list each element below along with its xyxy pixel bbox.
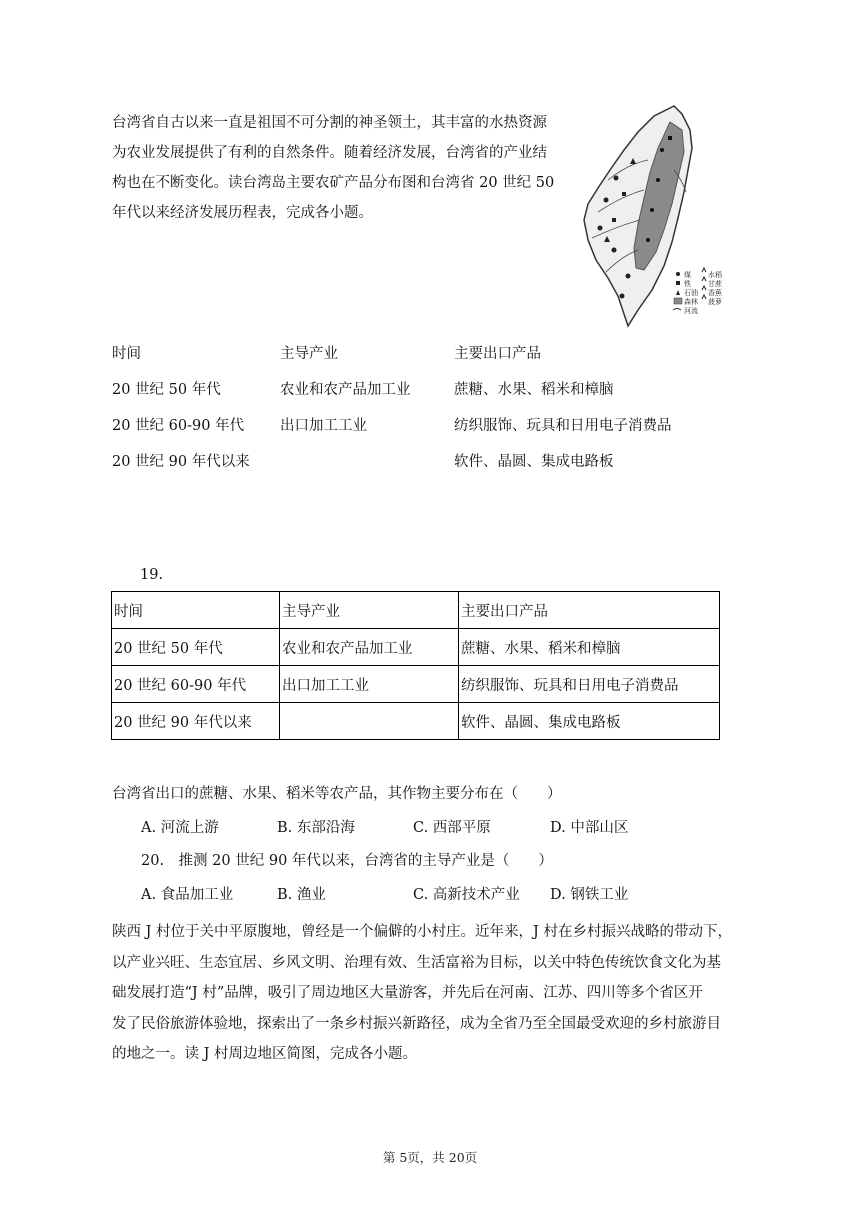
legend-iron: 铁 xyxy=(684,280,691,288)
intro-line: 年代以来经济发展历程表，完成各小题。 xyxy=(112,205,373,221)
taiwan-resource-map xyxy=(578,100,728,332)
header-time: 时间 xyxy=(112,346,141,362)
cell-exports: 软件、晶圆、集成电路板 xyxy=(454,454,614,470)
intro-line: 构也在不断变化。读台湾岛主要农矿产品分布图和台湾省 20 世纪 50 xyxy=(112,175,555,191)
para-line: 陕西 J 村位于关中平原腹地，曾经是一个偏僻的小村庄。近年来，J 村在乡村振兴战略的带动下， xyxy=(112,924,732,940)
cell-industry: 出口加工工业 xyxy=(280,418,367,434)
economy-table-bordered xyxy=(111,591,720,740)
cell-time: 20 世纪 50 年代 xyxy=(112,382,221,398)
legend-river: 河流 xyxy=(684,307,698,315)
table-row xyxy=(112,592,720,629)
q20-option-b[interactable]: B. 渔业 xyxy=(277,887,326,903)
legend-pineapple: 菠萝 xyxy=(708,298,722,306)
q19-option-a[interactable]: A. 河流上游 xyxy=(141,820,219,836)
village-paragraph xyxy=(112,917,750,1070)
question-19-stem: 台湾省出口的蔗糖、水果、稻米等农产品，其作物主要分布在（ ） xyxy=(112,786,562,802)
table-row xyxy=(112,703,720,740)
cell-time: 20 世纪 90 年代以来 xyxy=(112,703,280,740)
q20-option-a[interactable]: A. 食品加工业 xyxy=(141,887,234,903)
table-row xyxy=(112,666,720,703)
legend-oil: 石油 xyxy=(684,289,698,297)
intro-paragraph xyxy=(112,108,567,228)
header-time: 时间 xyxy=(112,592,280,629)
q20-option-c[interactable]: C. 高新技术产业 xyxy=(413,887,520,903)
table-row xyxy=(112,629,720,666)
cell-time: 20 世纪 50 年代 xyxy=(112,629,280,666)
header-exports: 主要出口产品 xyxy=(454,346,541,362)
taiwan-map-figure xyxy=(578,100,728,332)
cell-industry: 出口加工工业 xyxy=(280,666,459,703)
cell-exports: 蔗糖、水果、稻米和樟脑 xyxy=(454,382,614,398)
para-line: 发了民俗旅游体验地，探索出了一条乡村振兴新路径，成为全省乃至全国最受欢迎的乡村旅游目 xyxy=(112,1015,721,1032)
para-line: 的地之一。读 J 村周边地区简图，完成各小题。 xyxy=(112,1046,418,1062)
header-exports: 主要出口产品 xyxy=(459,592,720,629)
cell-exports: 纺织服饰、玩具和日用电子消费品 xyxy=(459,666,720,703)
q20-option-d[interactable]: D. 钢铁工业 xyxy=(550,887,629,903)
header-industry: 主导产业 xyxy=(280,346,338,362)
q19-option-d[interactable]: D. 中部山区 xyxy=(550,820,629,836)
legend-sugarcane: 甘蔗 xyxy=(708,280,722,288)
cell-exports: 软件、晶圆、集成电路板 xyxy=(459,703,720,740)
cell-time: 20 世纪 90 年代以来 xyxy=(112,454,250,470)
para-line: 以产业兴旺、生态宜居、乡风文明、治理有效、生活富裕为目标，以关中特色传统饮食文化为基 xyxy=(112,954,721,971)
cell-time: 20 世纪 60-90 年代 xyxy=(112,666,280,703)
legend-banana: 香蕉 xyxy=(708,289,722,297)
header-industry: 主导产业 xyxy=(280,592,459,629)
cell-exports: 蔗糖、水果、稻米和樟脑 xyxy=(459,629,720,666)
intro-line: 为农业发展提供了有利的自然条件。随着经济发展，台湾省的产业结 xyxy=(112,145,547,161)
question-20-stem: 20. 推测 20 世纪 90 年代以来，台湾省的主导产业是（ ） xyxy=(141,853,553,869)
q19-option-c[interactable]: C. 西部平原 xyxy=(413,820,491,836)
cell-industry: 农业和农产品加工业 xyxy=(280,629,459,666)
cell-time: 20 世纪 60-90 年代 xyxy=(112,418,245,434)
legend-forest: 森林 xyxy=(684,298,698,306)
cell-industry xyxy=(280,703,459,740)
intro-line: 台湾省自古以来一直是祖国不可分割的神圣领土，其丰富的水热资源 xyxy=(112,115,547,131)
cell-exports: 纺织服饰、玩具和日用电子消费品 xyxy=(454,418,672,434)
question-19-number: 19. xyxy=(140,567,164,583)
q19-option-b[interactable]: B. 东部沿海 xyxy=(277,820,355,836)
para-line: 础发展打造“J 村”品牌，吸引了周边地区大量游客，并先后在河南、江苏、四川等多个省区开 xyxy=(112,985,703,1001)
cell-industry: 农业和农产品加工业 xyxy=(280,382,411,398)
legend-rice: 水稻 xyxy=(708,271,722,279)
legend-coal: 煤 xyxy=(684,271,691,279)
page-footer: 第 5页，共 20页 xyxy=(382,1150,478,1165)
